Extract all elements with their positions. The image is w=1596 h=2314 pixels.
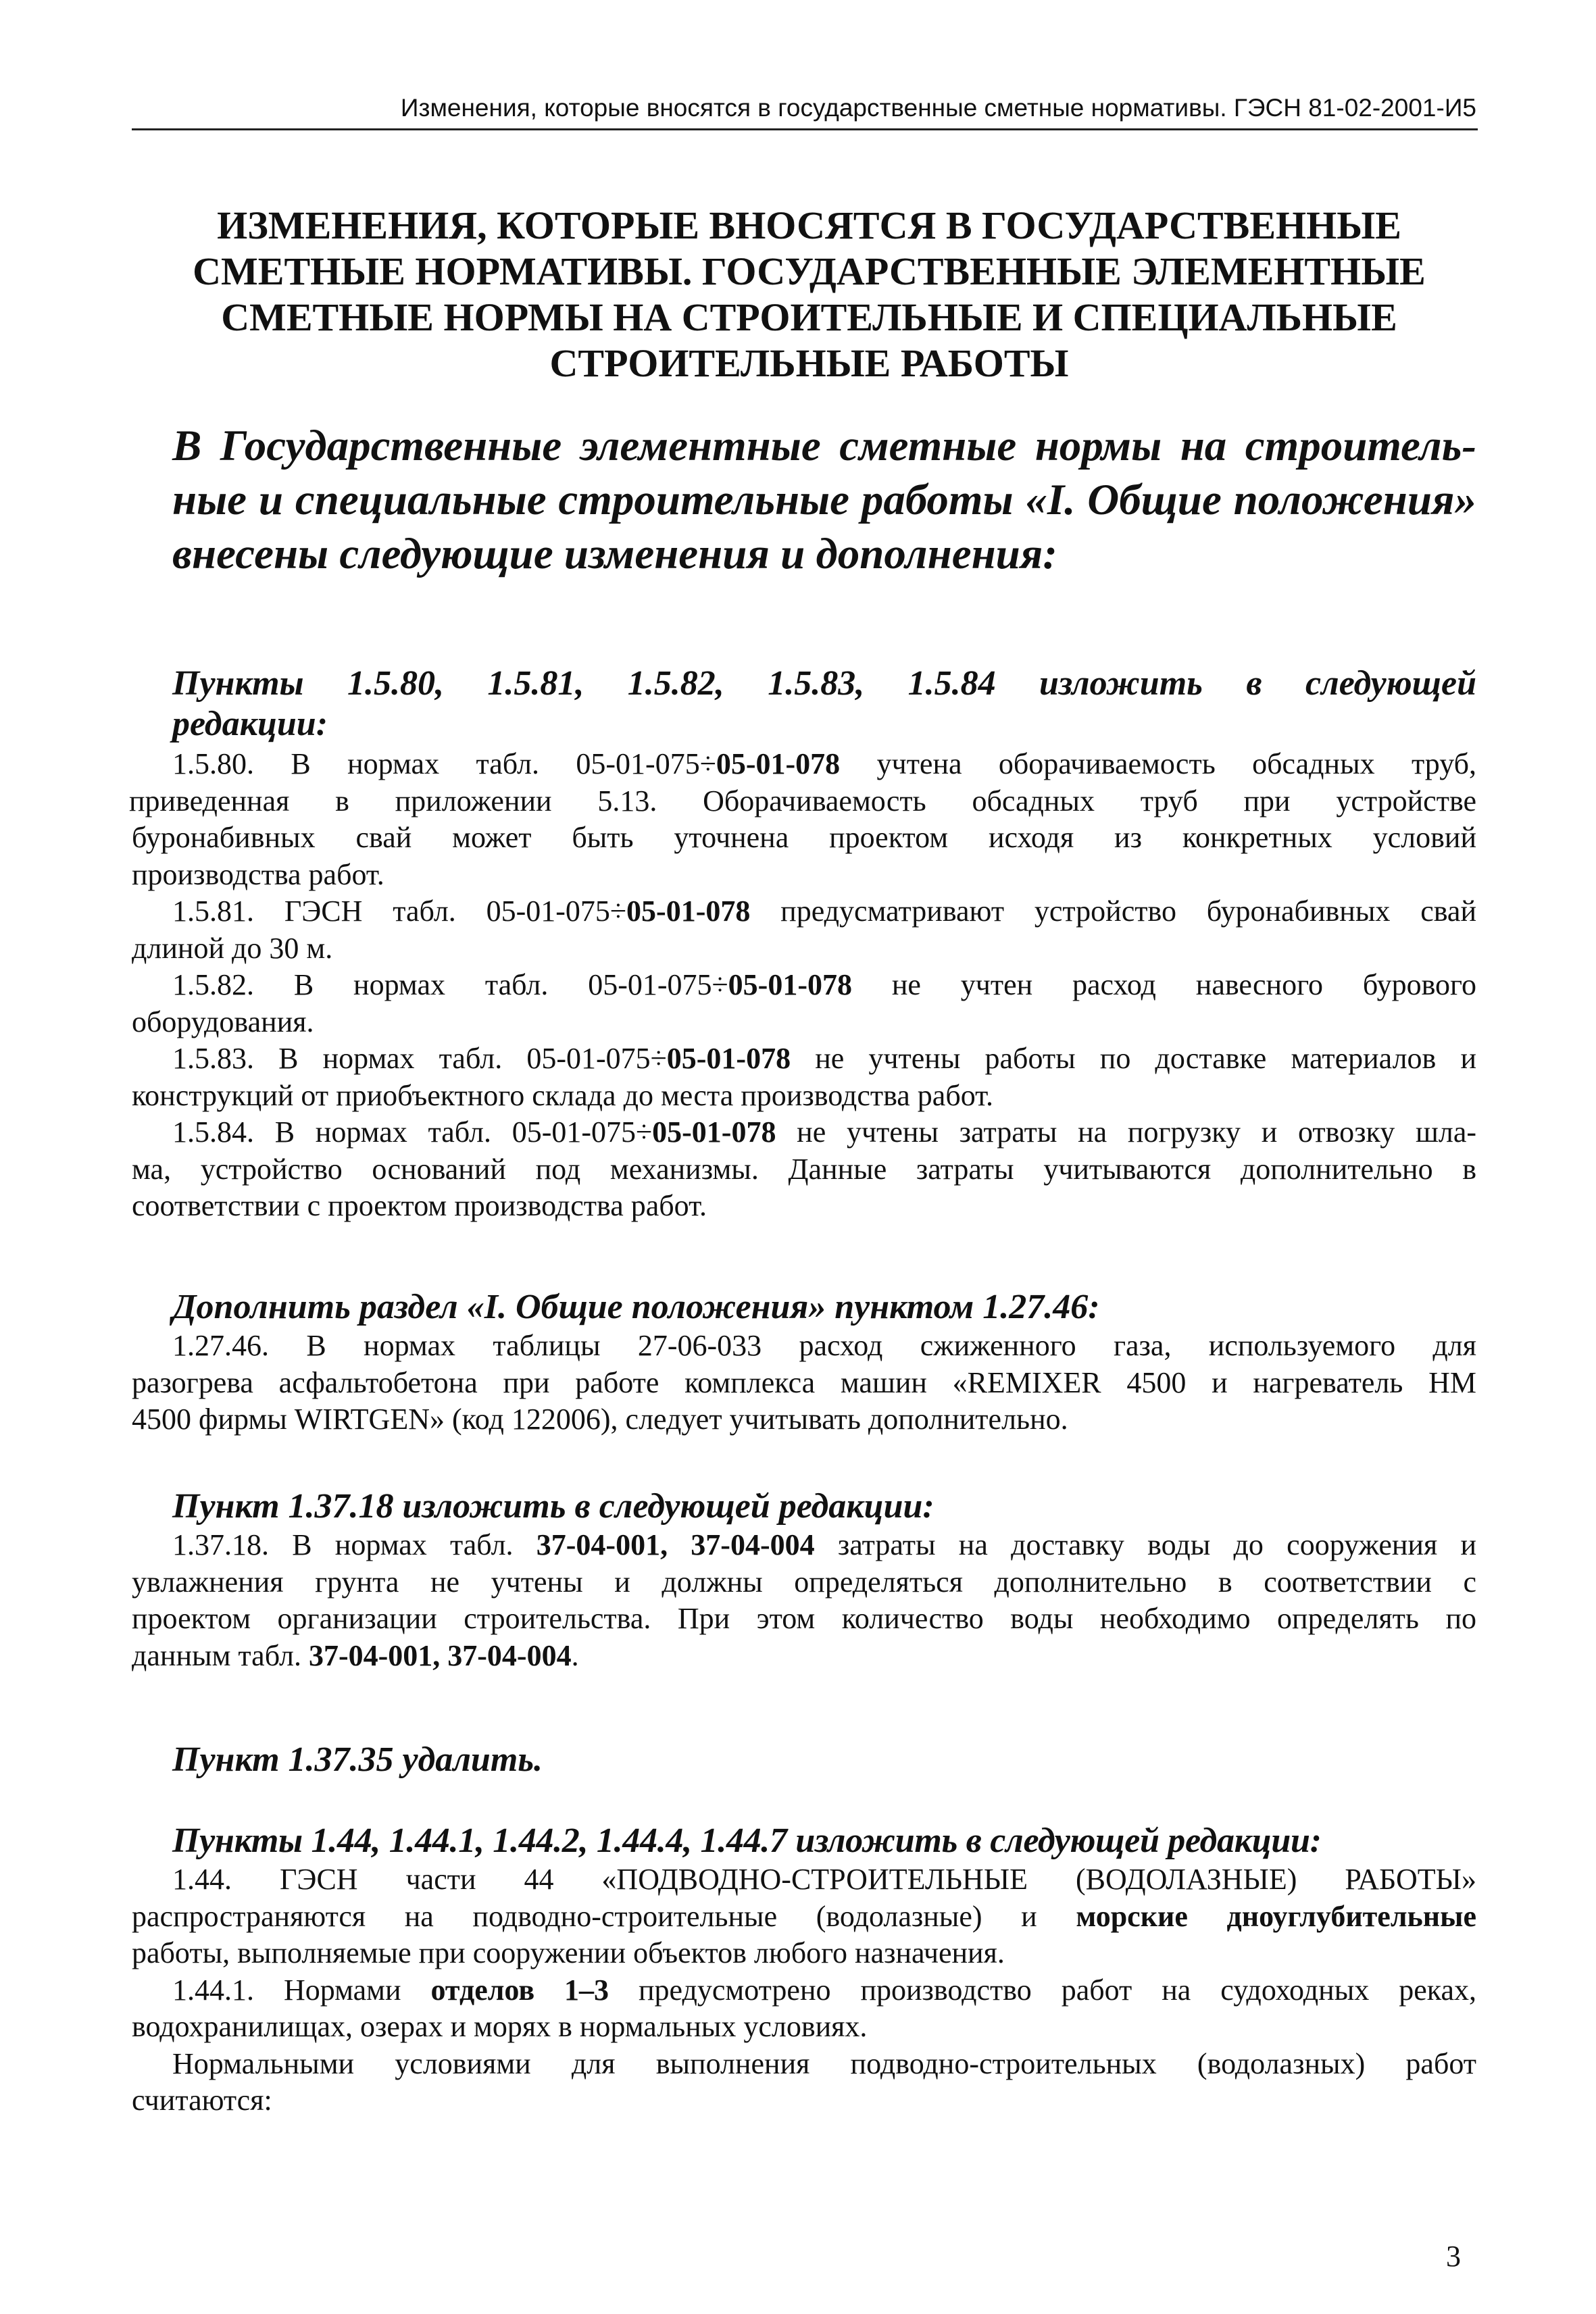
paragraph-1-27-46: 1.27.46. В нормах таблицы 27-06-033 расход сжиженного газа, используемого для разогрева асфальтобетона при работе комплекса машин «REMIXER 4500 и нагреватель НМ 4500 фирмы WIRTGEN» (код 122006), следует учитывать дополнительно. <box>132 1329 1476 1436</box>
section-heading: Дополнить раздел «I. Общие положения» пунктом 1.27.46: <box>172 1288 1100 1326</box>
paragraph-1-37-18: 1.37.18. В нормах табл. 37-04-001, 37-04-004 затраты на доставку воды до сооружения и увлажнения грунта не учтены и должны определяться дополнительно в соответствии с проектом организации строительства. При этом количество воды необходимо определять по данным табл. 37-04-001, 37-04-004. <box>132 1528 1476 1672</box>
section-1-37-18 <box>132 1486 1476 1674</box>
paragraph-1-5-81: 1.5.81. ГЭСН табл. 05-01-075÷05-01-078 предусматривают устройство буронабивных свай длиной до 30 м. <box>132 895 1476 965</box>
section-1-5 <box>129 663 1477 1225</box>
paragraph-1-5-83: 1.5.83. В нормах табл. 05-01-075÷05-01-078 не учтены работы по доставке материалов и конструкций от приобъектного склада до места производства работ. <box>132 1042 1477 1112</box>
page-number: 3 <box>1446 2240 1461 2273</box>
section-heading-cont: редакции: <box>172 705 328 743</box>
title-line: СМЕТНЫЕ НОРМАТИВЫ. ГОСУДАРСТВЕННЫЕ ЭЛЕМЕНТНЫЕ <box>193 249 1426 293</box>
section-heading: Пункт 1.37.18 изложить в следующей редакции: <box>172 1487 934 1526</box>
lead-line: ные и специальные строительные работы «I. Общие положения» <box>172 476 1476 524</box>
paragraph-1-5-80: 1.5.80. В нормах табл. 05-01-075÷05-01-078 учтена оборачиваемость обсадных труб, приведенная в приложении 5.13. Оборачиваемость обсадных труб при устройстве буронабивных свай может быть уточнена проектом исходя из конкретных условий производства работ. <box>129 747 1477 891</box>
section-1-44 <box>132 1821 1476 2119</box>
section-heading: Пункты 1.5.80, 1.5.81, 1.5.82, 1.5.83, 1.5.84 изложить в следующей <box>172 664 1476 703</box>
title-line: ИЗМЕНЕНИЯ, КОТОРЫЕ ВНОСЯТСЯ В ГОСУДАРСТВЕННЫЕ <box>217 203 1401 247</box>
lead-line: внесены следующие изменения и дополнения: <box>172 530 1057 578</box>
title-line: СТРОИТЕЛЬНЫЕ РАБОТЫ <box>549 341 1069 385</box>
paragraph-1-44: 1.44. ГЭСН части 44 «ПОДВОДНО-СТРОИТЕЛЬНЫЕ (ВОДОЛАЗНЫЕ) РАБОТЫ» распространяются на подводно-строительные (водолазные) и морские дноуглубительные работы, выполняемые при сооружении объектов любого назначения. <box>132 1863 1477 1969</box>
document-title <box>142 203 1476 386</box>
paragraph-1-5-82: 1.5.82. В нормах табл. 05-01-075÷05-01-078 не учтен расход навесного бурового оборудования. <box>132 968 1477 1038</box>
lead-line: В Государственные элементные сметные нормы на строитель- <box>172 422 1476 470</box>
lead-paragraph <box>172 419 1476 581</box>
paragraph-1-5-84: 1.5.84. В нормах табл. 05-01-075÷05-01-078 не учтены затраты на погрузку и отвозку шла- ма, устройство оснований под механизмы. Данные затраты учитываются дополнительно в соответствии с проектом производства работ. <box>132 1115 1477 1222</box>
paragraph-normal-conditions: Нормальными условиями для выполнения подводно-строительных (водолазных) работ считаются: <box>132 2046 1476 2117</box>
section-1-27-46 <box>132 1287 1476 1438</box>
running-header: Изменения, которые вносятся в государственные сметные нормативы. ГЭСН 81-02-2001-И5 <box>400 94 1476 122</box>
title-line: СМЕТНЫЕ НОРМЫ НА СТРОИТЕЛЬНЫЕ И СПЕЦИАЛЬНЫЕ <box>221 295 1397 339</box>
section-heading: Пункты 1.44, 1.44.1, 1.44.2, 1.44.4, 1.44.7 изложить в следующей редакции: <box>172 1821 1322 1860</box>
section-1-37-35 <box>132 1740 1476 1780</box>
paragraph-1-44-1: 1.44.1. Нормами отделов 1–3 предусмотрено производство работ на судоходных реках, водохранилищах, озерах и морях в нормальных условиях. <box>132 1973 1476 2043</box>
section-heading: Пункт 1.37.35 удалить. <box>172 1740 543 1779</box>
header-rule <box>132 128 1478 130</box>
